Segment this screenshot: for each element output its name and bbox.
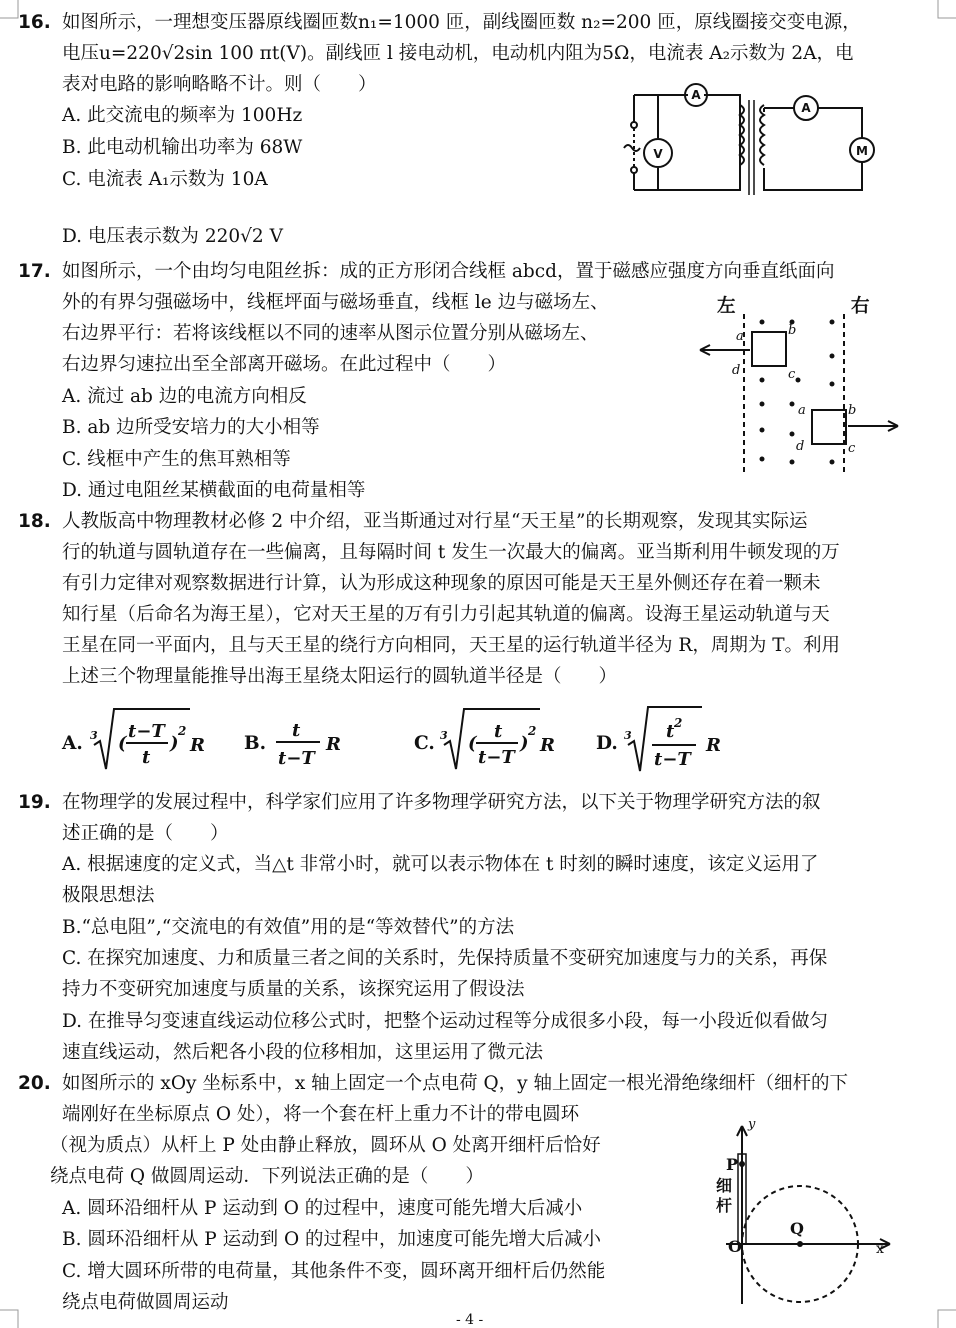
svg-text:b: b: [848, 403, 857, 418]
svg-text:2: 2: [674, 716, 683, 730]
svg-text:R: R: [326, 734, 341, 755]
question-19-option-a-cont: 极限思想法: [62, 885, 155, 906]
svg-text:2: 2: [528, 724, 537, 738]
question-number: 18.: [18, 511, 51, 532]
figure-label-right: 右: [851, 296, 870, 317]
question-18-stem-line: 上述三个物理量能推导出海王星绕太阳运行的圆轨道半径是（ ）: [62, 666, 618, 687]
transformer-circuit-diagram: [618, 80, 888, 210]
svg-text:d: d: [732, 363, 741, 378]
magnetic-field-diagram: [692, 294, 902, 474]
rod-label: 细杆: [716, 1176, 733, 1215]
question-number: 20.: [18, 1073, 51, 1094]
question-18-stem-line: 知行星（后命名为海王星），它对天王星的万有引力引起其轨道的偏离。设海王星运动轨道与天: [62, 604, 830, 625]
question-20-option-c-cont: 绕点电荷做圆周运动: [62, 1292, 229, 1313]
svg-text:R: R: [190, 735, 205, 756]
axis-label-y: y: [748, 1117, 756, 1132]
svg-text:b: b: [788, 323, 797, 338]
question-16-stem-line: 电压u=220√2sin 100 πt(V)。副线匝 l 接电动机，电动机内阻为5Ω，电流表 A₂示数为 2A，电: [62, 43, 854, 64]
question-18-stem-line: 有引力定律对观察数据进行计算，认为形成这种现象的原因可能是天王星外侧还存在着一颗未: [62, 573, 821, 594]
question-18-option-c-letter: C.: [414, 733, 435, 754]
question-17-stem-line: 如图所示，一个由均匀电阻丝拆：成的正方形闭合线框 abcd，置于磁感应强度方向垂直纸面向: [62, 261, 835, 282]
crop-mark-bottom-left: [0, 1304, 24, 1328]
question-19-option-d: D. 在推导匀变速直线运动位移公式时，把整个运动过程等分成很多小段，每一小段近似看做匀: [62, 1011, 828, 1032]
question-number: 19.: [18, 792, 51, 813]
svg-text:(: (: [118, 733, 127, 754]
question-20-stem-line: 端刚好在坐标原点 O 处），将一个套在杆上重力不计的带电圆环: [62, 1104, 580, 1125]
svg-text:t: t: [494, 721, 503, 742]
svg-text:R: R: [706, 735, 721, 756]
question-20-option-c: C. 增大圆环所带的电荷量，其他条件不变，圆环离开细杆后仍然能: [62, 1261, 606, 1282]
question-16-option-c: C. 电流表 A₁示数为 10A: [62, 169, 268, 190]
question-17-stem-line: 右边界平行：若将该线框以不同的速率从图示位置分别从磁场左、: [62, 323, 599, 344]
svg-text:t−T: t−T: [128, 721, 165, 742]
question-19-option-a: A. 根据速度的定义式，当△t 非常小时，就可以表示物体在 t 时刻的瞬时速度，该定义运用了: [62, 854, 819, 875]
question-19-option-c-cont: 持力不变研究加速度与质量的关系，该探究运用了假设法: [62, 979, 525, 1000]
question-16-stem-line: 表对电路的影响略略不计。则（ ）: [62, 74, 377, 95]
question-19-option-c: C. 在探究加速度、力和质量三者之间的关系时，先保持质量不变研究加速度与力的关系，再保: [62, 948, 828, 969]
question-19-option-b: B.“总电阻”,“交流电的有效值”用的是“等效替代”的方法: [62, 917, 515, 938]
svg-text:(: (: [468, 733, 477, 754]
svg-text:d: d: [796, 439, 805, 454]
svg-text:A: A: [691, 88, 701, 102]
svg-text:2: 2: [178, 724, 187, 738]
question-18-stem-line: 人教版高中物理教材必修 2 中介绍，亚当斯通过对行星“天王星”的长期观察，发现其实际运: [62, 511, 808, 532]
crop-mark-top-right: [932, 0, 956, 24]
formula-option-d: [624, 703, 728, 777]
svg-text:t−T: t−T: [478, 747, 515, 768]
axis-label-x: x: [876, 1241, 884, 1257]
coordinate-system-diagram: [720, 1118, 900, 1314]
svg-text:t: t: [292, 720, 301, 741]
svg-text:t: t: [666, 721, 675, 742]
question-20-option-a: A. 圆环沿细杆从 P 运动到 O 的过程中，速度可能先增大后减小: [62, 1198, 583, 1219]
formula-option-c: [440, 705, 564, 775]
question-18-stem-line: 行的轨道与圆轨道存在一些偏离，且每隔时间 t 发生一次最大的偏离。亚当斯利用牛顿发现的万: [62, 542, 840, 563]
question-20-stem-line: 如图所示的 xOy 坐标系中，x 轴上固定一个点电荷 Q，y 轴上固定一根光滑绝缘细杆（细杆的下: [62, 1073, 849, 1094]
question-20-stem-line: （视为质点）从杆上 P 处由静止释放，圆环从 O 处离开细杆后恰好: [50, 1135, 601, 1156]
crop-mark-bottom-right: [932, 1304, 956, 1328]
question-18-option-a-letter: A.: [62, 733, 83, 754]
question-17-option-c: C. 线框中产生的焦耳熟相等: [62, 449, 291, 470]
question-19-stem-line: 在物理学的发展过程中，科学家们应用了许多物理学研究方法，以下关于物理学研究方法的叙: [62, 792, 821, 813]
svg-text:3: 3: [440, 729, 448, 742]
question-17-stem-line: 右边界匀速拉出至全部离开磁场。在此过程中（ ）: [62, 354, 507, 375]
svg-text:M: M: [856, 144, 868, 158]
page-number: - 4 -: [456, 1312, 484, 1328]
question-20-stem-line: 绕点电荷 Q 做圆周运动．下列说法正确的是（ ）: [50, 1166, 484, 1187]
svg-text:c: c: [848, 441, 856, 456]
svg-text:A: A: [801, 101, 811, 115]
question-17-option-d: D. 通过电阻丝某横截面的电荷量相等: [62, 480, 366, 501]
question-16-option-d: D. 电压表示数为 220√2 V: [62, 226, 283, 247]
svg-text:): ): [520, 733, 529, 754]
svg-text:t: t: [142, 747, 151, 768]
question-18-option-b-letter: B.: [244, 733, 267, 754]
svg-text:3: 3: [624, 729, 632, 742]
svg-text:R: R: [540, 735, 555, 756]
formula-option-b: [272, 712, 352, 772]
formula-option-a: [90, 705, 210, 775]
point-label-p: P: [726, 1155, 739, 1174]
question-17-option-b: B. ab 边所受安培力的大小相等: [62, 417, 320, 438]
question-number: 16.: [18, 12, 51, 33]
question-17-option-a: A. 流过 ab 边的电流方向相反: [62, 386, 307, 407]
svg-text:V: V: [653, 147, 663, 161]
figure-label-left: 左: [717, 296, 736, 317]
question-19-option-d-cont: 速直线运动，然后粑各小段的位移相加，这里运用了微元法: [62, 1042, 544, 1063]
question-16-option-b: B. 此电动机输出功率为 68W: [62, 137, 303, 158]
question-16-option-a: A. 此交流电的频率为 100Hz: [62, 105, 303, 126]
svg-text:t−T: t−T: [278, 748, 315, 769]
question-18-stem-line: 王星在同一平面内，且与天王星的绕行方向相同，天王星的运行轨道半径为 R，周期为 T。利用: [62, 635, 841, 656]
question-17-stem-line: 外的有界匀强磁场中，线框坪面与磁场垂直，线框 le 边与磁场左、: [62, 292, 609, 313]
svg-text:3: 3: [90, 729, 98, 742]
svg-text:): ): [170, 733, 179, 754]
charge-label-q: Q: [790, 1219, 804, 1238]
svg-text:a: a: [736, 329, 744, 344]
origin-label-o: O: [728, 1237, 742, 1256]
svg-text:t−T: t−T: [654, 749, 691, 770]
question-18-option-d-letter: D.: [596, 733, 618, 754]
question-19-stem-line: 述正确的是（ ）: [62, 823, 229, 844]
svg-text:a: a: [798, 403, 806, 418]
question-number: 17.: [18, 261, 51, 282]
question-16-stem-line: 如图所示，一理想变压器原线圈匝数n₁=1000 匝，副线圈匝数 n₂=200 匝，原线圈接交变电源，: [62, 12, 861, 33]
svg-text:c: c: [788, 367, 796, 382]
question-20-option-b: B. 圆环沿细杆从 P 运动到 O 的过程中，加速度可能先增大后减小: [62, 1229, 601, 1250]
